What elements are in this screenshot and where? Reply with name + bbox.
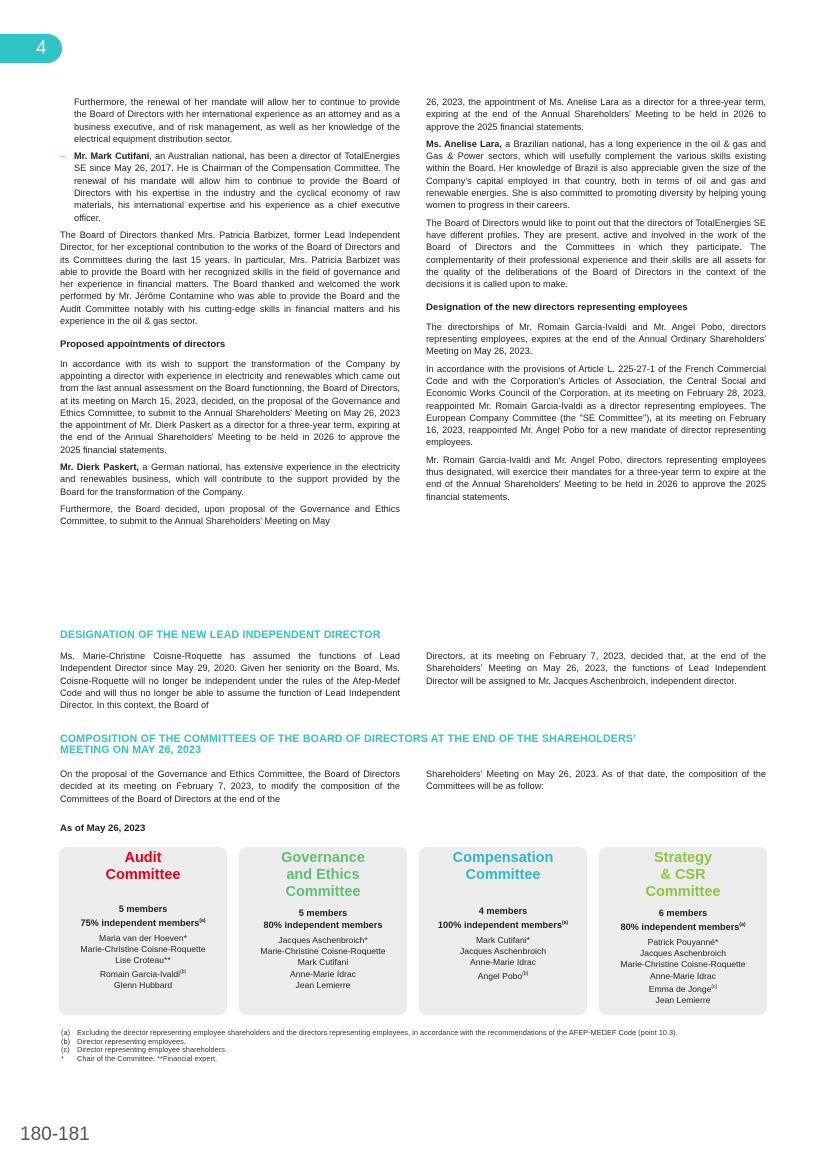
- list-item: – Mr. Mark Cutifani, an Australian national, has been a director of TotalEnergies SE since May 26, 2017. He is Chairman of the Compensation Committee. The renewal of his mandate will allow him to continue to provide the Board of Directors with his expertise in the industry and the cyclical economy of raw materials, his international expertise and his experience as a chief executive officer.: [60, 151, 400, 223]
- subheading: Designation of the new directors representing employees: [426, 302, 688, 314]
- committee-title: Strategy & CSR Committee: [645, 850, 721, 900]
- paragraph: Mr. Romain Garcia-Ivaldi and Mr. Angel Pobo, directors representing employees thus designated, will exercice their mandates for a three-year term to expire at the end of the Annual Shareholders' Meeting to be held in 2026 to approve the 2025 financial statements.: [426, 454, 766, 502]
- paragraph: Furthermore, the renewal of her mandate will allow her to continue to provide the Board of Directors with her international experience as an attorney and as a business executive, and of risk management, as well as her knowledge of the electrical equipment distribution sector.: [74, 97, 400, 144]
- member-name: Mark Cutifani*: [476, 935, 530, 946]
- member-list: [59, 933, 227, 991]
- paragraph: In accordance with its wish to support the transformation of the Company by appointing a director with experience in electricity and renewables which came out from the last annual assessment on the Board functionning, the Board of Directors, at its meeting on March 15, 2023, decided, on the proposal of the Governance and Ethics Committee, to submit to the Annual Shareholders' Meeting on May 26, 2023 the appointment of Mr. Dierk Paskert as a director for a three-year term, expiring at the end of the Annual Shareholders' Meeting to be held in 2026 to approve the 2025 financial statements.: [60, 358, 400, 455]
- section-title: COMPOSITION OF THE COMMITTEES OF THE BOARD OF DIRECTORS AT THE END OF THE SHAREHOLDERS’ MEETING ON MAY 26, 2023: [60, 733, 637, 756]
- chapter-tab: [0, 34, 62, 63]
- paragraph: Shareholders’ Meeting on May 26, 2023. As of that date, the composition of the Committees will be as follow:: [426, 769, 766, 792]
- committee-stats: 6 members 80% independent members$^{(a)}$: [620, 908, 746, 933]
- member-name: Glenn Hubbard: [113, 979, 173, 990]
- member-name: Mark Cutifani: [297, 957, 349, 968]
- section-title: DESIGNATION OF THE NEW LEAD INDEPENDENT DIRECTOR: [60, 629, 381, 641]
- member-name: Romain Garcia-Ivaldi$^{(b)}$: [99, 968, 187, 979]
- page-number: 180-181: [20, 1124, 90, 1145]
- member-name: Jean Lemierre: [655, 994, 711, 1005]
- composition-left: [60, 768, 400, 810]
- lead-left: [60, 650, 400, 716]
- chapter-number: 4: [36, 38, 47, 59]
- committee-title: Compensation Committee: [452, 850, 554, 883]
- member-list: [239, 935, 407, 991]
- member-name: Jacques Aschenbroich: [640, 948, 726, 959]
- paragraph: Mr. Dierk Paskert, a German national, has extensive experience in the electricity and renewables business, which will contribute to the support provided by the Board for the transformation of the Company.: [60, 462, 400, 497]
- member-name: Lise Croteau**: [115, 955, 171, 966]
- member-name: Patrick Pouyanné*: [647, 937, 719, 948]
- member-name: Emma de Jonge$^{(c)}$: [648, 983, 718, 994]
- paragraph: Directors, at its meeting on February 7, 2023, decided that, at the end of the Shareholders' Meeting on May 26, 2023, the functions of Lead Independent Director will be assigned to Mr. Jacques Aschenbroich, independent director.: [426, 651, 766, 686]
- member-name: Jacques Aschenbroich: [460, 946, 546, 957]
- committee-card-compensation: [419, 847, 587, 1015]
- member-name: Anne-Marie Idrac: [650, 970, 716, 981]
- paragraph: Furthermore, the Board decided, upon proposal of the Governance and Ethics Committee, to submit to the Annual Shareholders' Meeting on May: [60, 503, 400, 527]
- paragraph: Ms. Anelise Lara, a Brazilian national, has a long experience in the oil & gas and Gas & Power sectors, which will usefully complement the various skills existing within the Board. Her knowledge of Brazil is also appreciable given the size of the Company's capital employed in that country, both in terms of oil and gas and renewable energies. She is also committed to promoting diversity by helping young women to progress in their careers.: [426, 138, 766, 211]
- footnote: (c) Director representing employee shareholders.: [61, 1045, 227, 1055]
- paragraph: 26, 2023, the appointment of Ms. Anelise Lara as a director for a three-year term, expiring at the end of the Annual Shareholders' Meeting to be held in 2026 to approve the 2025 financial statements.: [426, 97, 766, 132]
- member-name: Marie-Christine Coisne-Roquette: [620, 959, 746, 970]
- paragraph: The directorships of Mr. Romain Garcia-Ivaldi and Mr. Angel Pobo, directors representing employees, expires at the end of the Annual Ordinary Shareholders' Meeting on May 26, 2023.: [426, 321, 766, 357]
- as-of-label: As of May 26, 2023: [60, 823, 146, 834]
- committee-stats: 5 members 80% independent members: [263, 908, 383, 930]
- paragraph: Ms. Marie-Christine Coisne-Roquette has assumed the functions of Lead Independent Director since May 29, 2020. Given her seniority on the Board, Ms. Coisne-Roquette will no longer be independent under the rules of the Afep-Medef Code and will thus no longer be able to assume the function of Lead Independent Director. In this context, the Board of: [60, 651, 400, 711]
- paragraph: The Board of Directors would like to point out that the directors of TotalEnergies SE have different profiles. They are present, active and involved in the work of the Board of Directors and the Committees in which they participate. The complementarity of their professional experience and their skills are all assets for the quality of the deliberations of the Board of Directors in the context of the decisions it is called upon to make.: [426, 217, 766, 290]
- composition-right: [426, 768, 766, 798]
- member-name: Anne-Marie Idrac: [470, 957, 536, 968]
- footnotes: [61, 1029, 767, 1064]
- member-name: Maria van der Hoeven*: [99, 933, 187, 944]
- footnote: (b) Director representing employees.: [61, 1036, 186, 1046]
- committee-stats: 5 members 75% independent members$^{(a)}$: [80, 904, 206, 929]
- member-name: Anne-Marie Idrac: [290, 968, 356, 979]
- member-list: [419, 935, 587, 982]
- footnote: (a) Excluding the director representing employee shareholders and the directors representing employees, in accordance with the recommendations of the AFEP-MEDEF Code (point 10.3).: [61, 1028, 678, 1037]
- member-name: Marie-Christine Coisne-Roquette: [80, 944, 206, 955]
- member-name: Angel Pobo$^{(b)}$: [477, 970, 529, 981]
- left-column: [60, 96, 400, 533]
- committee-title: Governance and Ethics Committee: [281, 850, 365, 900]
- paragraph: In accordance with the provisions of Article L. 225-27-1 of the French Commercial Code and with the Corporation's Articles of Association, the Central Social and Economic Works Council of the Corporation, at its meeting on February 28, 2023, reappointed Mr. Romain Garcia-Ivaldi as a director representing employees. The European Company Committee (the "SE Committee"), at its meeting on February 16, 2023, reappointed Mr. Angel Pobo for a new mandate of director representing employees.: [426, 363, 766, 448]
- committee-card-governance: [239, 847, 407, 1015]
- committee-title: Audit Committee: [105, 850, 181, 883]
- member-name: Marie-Christine Coisne-Roquette: [260, 946, 386, 957]
- member-name: Jean Lemierre: [295, 979, 351, 990]
- subheading: Proposed appointments of directors: [60, 339, 226, 351]
- paragraph: The Board of Directors thanked Mrs. Patricia Barbizet, former Lead Independent Director, for her exceptional contribution to the works of the Board of Directors and its Committees during the last 15 years. In particular, Mrs. Patricia Barbizet was able to provide the Board with her recognized skills in the field of governance and her experience in financial matters. The Board thanked and welcomed the work performed by Mr. Jérôme Contamine who was able to provide the Board and the Audit Committee notably with his cutting-edge skills in financial matters and his experience in the oil & gas sector.: [60, 229, 400, 327]
- member-name: Jacques Aschenbroich*: [278, 935, 368, 945]
- dash-bullet-icon: –: [60, 151, 66, 162]
- footnote: * Chair of the Committee. **Financial expert.: [61, 1054, 218, 1064]
- lead-right: [426, 650, 766, 692]
- right-column: [426, 96, 766, 508]
- paragraph: On the proposal of the Governance and Ethics Committee, the Board of Directors decided at its meeting on February 7, 2023, to modify the composition of the Committees of the Board of Directors at the end of the: [60, 769, 400, 804]
- member-list: [599, 937, 767, 1006]
- committee-stats: 4 members 100% independent members$^{(a)}$: [437, 906, 569, 931]
- committee-card-strategy: [599, 847, 767, 1015]
- committee-card-audit: [59, 847, 227, 1015]
